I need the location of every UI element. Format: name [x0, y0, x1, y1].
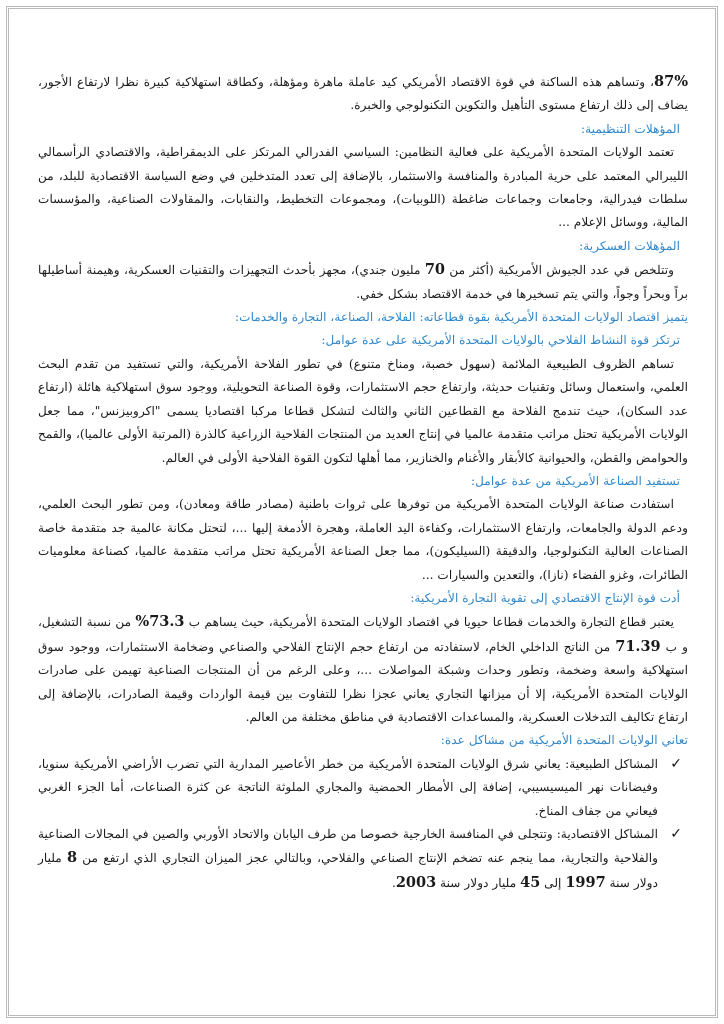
organizational-paragraph: تعتمد الولايات المتحدة الأمريكية على فعالية النظامين: السياسي الفدرالي المرتكز على الديمقراطية، والاقتصادي الرأسمالي الليبرالي المعتمد على حرية المبادرة والمنافسة والاستثمار، بالإضافة إلى تعدد المتدخلين في وضع السياسة الاقتصادية للبلد، من سلطات فيدرالية، وجامعات وجماعات ضاغطة (اللوبيات)، ومجموعات التخطيط، والنقابات، والمقاولات الصناعية، والمؤسسات المالية، ووسائل الإعلام ... [38, 145, 688, 230]
trade-text-c: من الناتج الداخلي الخام، لاستفادته من ارتفاع حجم الإنتاج الفلاحي والصناعي وضخامة الاستثمارات، ووجود سوق استهلاكية واسعة وضخمة، وتطور وحدات وشبكة المواصلات ...، وعلى الرغم من أن المنتجات الصناعية تهيمن على صادرات الولايات المتحدة الأمريكية، إلا أن ميزانها التجاري يعاني عجزا نظرا للتفاوت بين قيمة الواردات وقيمة الصادرات، بالإضافة إلى ارتفاع تكاليف التدخلات العسكرية، والمساعدات الاقتصادية في مناطق مختلفة من العالم. [38, 639, 688, 724]
intro-percentage: 87% [654, 73, 688, 90]
deficit-2003-value: 45 [520, 873, 541, 891]
heading-sectors: يتميز اقتصاد الولايات المتحدة الأمريكية بقوة قطاعاته: الفلاحة، الصناعة، التجارة والخدمات: [234, 310, 688, 325]
trade-employment-share: 73.3% [135, 613, 185, 631]
trade-paragraph [38, 610, 688, 729]
military-paragraph [38, 258, 688, 306]
deficit-1997-value: 8 [67, 849, 78, 867]
trade-text-a: يعتبر قطاع التجارة والخدمات قطاعا حيويا في اقتصاد الولايات المتحدة الأمريكية، حيث يساهم ب [184, 615, 674, 630]
intro-text: ، وتساهم هذه الساكنة في قوة الاقتصاد الأمريكي كيد عاملة ماهرة ومؤهلة، وكطاقة استهلاكية كبيرة نظرا لارتفاع الأجور، يضاف إلى ذلك ارتفاع مستوى التأهيل والتكوين التكنولوجي والخبرة. [38, 75, 688, 113]
list-item [38, 823, 688, 895]
heading-agriculture: ترتكز قوة النشاط الفلاحي بالولايات المتحدة الأمريكية على عدة عوامل: [321, 333, 680, 348]
military-text-a: وتتلخص في عدد الجيوش الأمريكية (أكثر من [445, 263, 674, 278]
year-1997: 1997 [565, 873, 606, 891]
industry-paragraph: استفادت صناعة الولايات المتحدة الأمريكية من توفرها على ثروات باطنية (مصادر طاقة ومعادن)، ومن تطور البحث العلمي، ودعم الدولة والجامعات، وارتفاع الاستثمارات، وكفاءة اليد العاملة، وهجرة الأدمغة إليها ...، لتحتل مكانة عالمية جد متقدمة خاصة الصناعات العالية التكنولوجيا، والدقيقة (السيليكون)، مما جعل الصناعة الأمريكية تحتل مراتب متقدمة عالميا، كصناعة معلوميات الطائرات، وغزو الفضاء (نازا)، والتعدين والسيارات ... [38, 497, 688, 582]
problem-economic-text-d: مليار دولار سنة [436, 875, 521, 890]
heading-military: المؤهلات العسكرية: [579, 238, 680, 253]
agriculture-paragraph: تساهم الظروف الطبيعية الملائمة (سهول خصبة، ومناخ متنوع) في تطور الفلاحة الأمريكية، والتي تستفيد من تقدم البحث العلمي، واستعمال وسائل وتقنيات حديثة، وارتفاع حجم الاستثمارات، وقوة الصناعة التحويلية، ووجود سوق استهلاكية هائلة (ارتفاع عدد السكان)، حيث تندمج الفلاحة مع القطاعين الثاني والثالث لتشكل قطاعا مركبا اقتصاديا يسمى "اكروبيزنس"، مما جعل الولايات الأمريكية تحتل مراتب متقدمة عالميا في إنتاج العديد من المنتجات الفلاحية الزراعية كالذرة (المرتبة الأولى عالميا)، والقمح والحوامض والقطن، والحيوانية كالأبقار والأغنام والخنازير، مما أهلها لتكون القوة الفلاحية الأولى في العالم. [38, 356, 688, 465]
trade-gdp-share: 71.39 [615, 637, 661, 655]
trade-text-b: من نسبة التشغيل، و ب [38, 615, 688, 654]
year-2003: 2003 [395, 873, 437, 891]
problem-economic-text-a: المشاكل الاقتصادية: وتتجلى في المنافسة الخارجية خصوصا من طرف اليابان والاتحاد الأوربي والصين في المجالات الصناعية والفلاحية والتجارية، مما ينجم عنه تضخم الإنتاج الصناعي والفلاحي، وبالتالي عجز الميزان التجاري الذي ارتفع من [38, 827, 658, 866]
problem-economic-text-c: إلى [540, 875, 566, 890]
heading-organizational: المؤهلات التنظيمية: [581, 121, 680, 136]
check-icon: ✓ [670, 826, 682, 842]
check-icon: ✓ [670, 755, 682, 772]
heading-trade: أدت قوة الإنتاج الاقتصادي إلى تقوية التجارة الأمريكية: [410, 590, 680, 605]
problem-economic-text-b: مليار دولار سنة [38, 851, 658, 890]
military-text-b: مليون جندي)، مجهز بأحدث التجهيزات والتقنيات العسكرية، وهيمنة أساطيلها براً وبحراً وجواً، والتي يتم تسخيرها في خدمة الاقتصاد بشكل خفي. [38, 263, 688, 301]
problem-natural-text: المشاكل الطبيعية: يعاني شرق الولايات المتحدة الأمريكية من خطر الأعاصير المدارية التي تضرب الأراضي الأمريكية سنويا، وفيضانات نهر الميسيسيبي، إضافة إلى الأمطار الحمضية والمجاري الملوثة الناتجة عن كثرة الصناعات، أما الجزء الغربي فيعاني من جفاف المناخ. [38, 756, 658, 818]
military-number: 70 [424, 261, 445, 279]
problems-list [38, 753, 688, 895]
list-item [38, 753, 688, 823]
problem-economic-text-e: . [391, 875, 396, 890]
heading-industry: تستفيد الصناعة الأمريكية من عدة عوامل: [470, 473, 680, 488]
document-body [38, 70, 688, 895]
intro-paragraph [38, 70, 688, 118]
heading-problems: تعاني الولايات المتحدة الأمريكية من مشاكل عدة: [440, 733, 688, 748]
